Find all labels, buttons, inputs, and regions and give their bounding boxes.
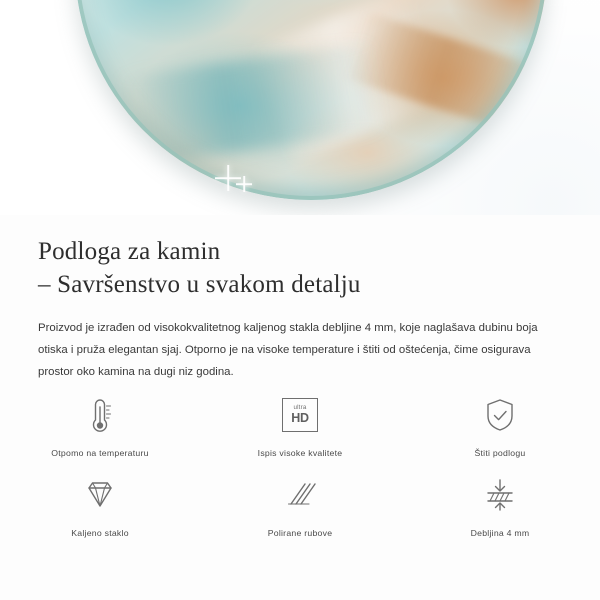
product-description: Proizvod je izrađen od visokokvalitetnog kaljenog stakla debljine 4 mm, koje naglašava dubinu boja otiska i pruža elegantan sjaj. Otporno je na visoke temperature i štiti od oštećenja, čime osigurava prostor oko kamina na dugi niz godina. (38, 322, 538, 379)
feature-label: Polirane rubove (267, 528, 333, 538)
feature-label: Kaljeno staklo (71, 528, 129, 538)
headline-line-1: Podloga za kamin (38, 238, 221, 265)
thickness-icon (478, 472, 522, 518)
glass-board-product-image (75, 0, 547, 200)
feature-item-temperature (0, 392, 200, 458)
feature-grid (0, 392, 600, 538)
hero-image (0, 0, 600, 215)
diamond-icon (78, 472, 122, 518)
feature-item-print-quality (200, 392, 400, 458)
feature-label: Ispis visoke kvalitete (257, 448, 343, 458)
page-title (0, 215, 600, 301)
ultra-hd-icon: ultra HD (282, 392, 318, 438)
feature-item-tempered-glass (0, 472, 200, 538)
headline-line-2: – Savršenstvo u svakom detalju (38, 271, 361, 298)
feature-item-polished-edges (200, 472, 400, 538)
feature-label: Štiti podlogu (474, 448, 526, 458)
feature-item-thickness (400, 472, 600, 538)
thermometer-icon (80, 392, 120, 438)
polished-edges-icon (278, 472, 322, 518)
feature-label: Otpomo na temperaturu (51, 448, 149, 458)
content-section (0, 215, 600, 384)
feature-item-protects-floor (400, 392, 600, 458)
feature-label: Debljina 4 mm (470, 528, 530, 538)
shield-check-icon (480, 392, 520, 438)
